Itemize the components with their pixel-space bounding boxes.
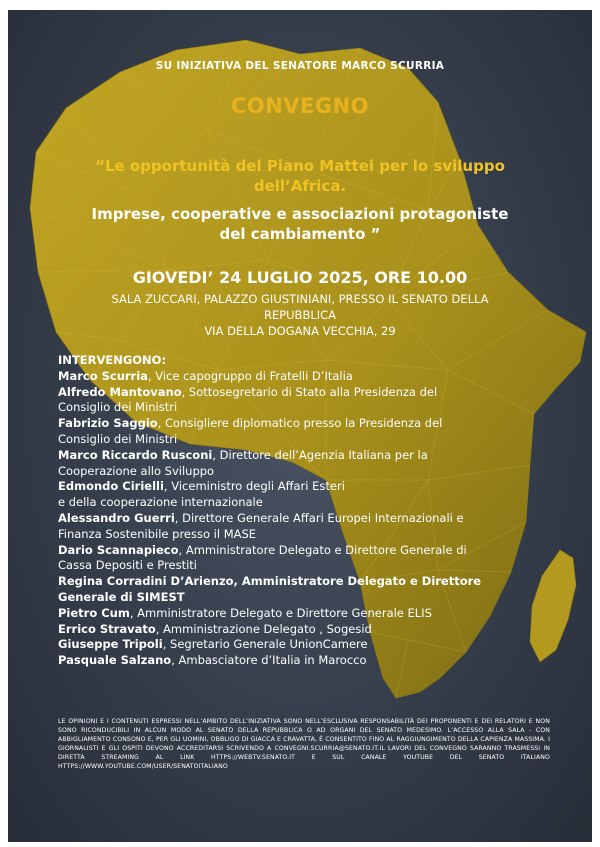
speaker-role: , Amministrazione Delegato , Sogesid: [155, 621, 372, 636]
event-type-heading: CONVEGNO: [230, 94, 370, 118]
speaker-line: [58, 637, 573, 653]
speaker-name: Fabrizio Saggio: [58, 416, 158, 431]
poster-content: [8, 10, 592, 842]
speaker-name: Marco Scurria: [58, 368, 148, 383]
speaker-line: [58, 495, 573, 511]
speaker-role: , Consigliere diplomatico presso la Presidenza del: [157, 416, 443, 431]
initiative-line: SU INIZIATIVA DEL SENATORE MARCO SCURRIA: [155, 60, 445, 72]
speaker-role: Cassa Depositi e Prestiti: [58, 558, 197, 573]
speaker-name: Marco Riccardo Rusconi: [58, 447, 213, 462]
speaker-line: [58, 527, 573, 543]
speaker-name: Giuseppe Tripoli: [58, 637, 163, 652]
venue-address: VIA DELLA DOGANA VECCHIA, 29: [204, 324, 396, 338]
speaker-role: , Amministratore Delegato e Direttore Generale di: [178, 542, 467, 557]
speaker-name: Errico Stravato: [58, 621, 156, 636]
speaker-role: Consiglio dei Ministri: [58, 400, 178, 415]
speaker-role: , Segretario Generale UnionCamere: [162, 637, 368, 652]
speaker-line: [58, 416, 573, 432]
speaker-line: [58, 606, 573, 622]
speakers-heading: INTERVENGONO:: [58, 353, 167, 367]
speaker-role: , Sottosegretario di Stato alla Presidenza del: [181, 384, 438, 399]
speakers-list: [58, 353, 573, 669]
event-subtitle-line-1: Imprese, cooperative e associazioni protagoniste: [91, 205, 509, 223]
speaker-name: Generale di SIMEST: [58, 589, 185, 604]
speaker-role: , Viceministro degli Affari Esteri: [163, 479, 345, 494]
speaker-line: [58, 590, 573, 606]
speaker-role: , Vice capogruppo di Fratelli D’Italia: [147, 368, 353, 383]
event-title-line-1: “Le opportunità del Piano Mattei per lo sviluppo: [95, 157, 505, 175]
event-title-line-2: dell’Africa.: [253, 177, 347, 195]
speaker-line: [58, 400, 573, 416]
speaker-role: Finanza Sostenibile presso il MASE: [58, 526, 257, 541]
speaker-role: Consiglio dei Ministri: [58, 431, 178, 446]
speaker-name: Alfredo Mantovano: [58, 384, 182, 399]
speaker-name: Pasquale Salzano: [58, 653, 172, 668]
event-date-time: GIOVEDI’ 24 LUGLIO 2025, ORE 10.00: [132, 268, 468, 287]
speaker-role: Cooperazione allo Sviluppo: [58, 463, 215, 478]
speaker-line: [58, 622, 573, 638]
speaker-name: Edmondo Cirielli: [58, 479, 164, 494]
speaker-line: [58, 385, 573, 401]
event-subtitle-line-2: del cambiamento ”: [219, 225, 381, 243]
speaker-line: [58, 448, 573, 464]
speaker-line: [58, 558, 573, 574]
speaker-line: [58, 653, 573, 669]
speaker-line: [58, 432, 573, 448]
speaker-role: , Amministratore Delegato e Direttore Generale ELIS: [129, 605, 432, 620]
speaker-line: [58, 464, 573, 480]
speaker-name: Regina Corradini D’Arienzo, Amministratore Delegato e Direttore: [58, 574, 482, 589]
speaker-line: [58, 479, 573, 495]
speaker-line: [58, 511, 573, 527]
speaker-line: [58, 369, 573, 385]
speaker-line: [58, 574, 573, 590]
event-poster: [8, 10, 592, 842]
speaker-line: [58, 543, 573, 559]
speaker-name: Pietro Cum: [58, 605, 130, 620]
legal-disclaimer: LE OPINIONI E I CONTENUTI ESPRESSI NELL’AMBITO DELL’INIZIATIVA SONO NELL’ESCLUSIVA RESPONSABILITÀ DEI PROPONENTI E DEI RELATORI E NON SONO RICONDUCIBILI IN ALCUN MODO AL SENATO DELLA REPUBBLICA O AD ORGANI DEL SENATO MEDESIMO. L’ACCESSO ALLA SALA - CON ABBIGLIAMENTO CONSONO E, PER GLI UOMINI, OBBLIGO DI GIACCA E CRAVATTA, È CONSENTITO FINO AL RAGGIUNGIMENTO DELLA CAPIENZA MASSIMA. I GIORNALISTI E GLI OSPITI DEVONO ACCREDITARSI SCRIVENDO A CONVEGNI.SCURRIA@SENATO.IT.IL LAVORI DEL CONVEGNO SARANNO TRASMESSI IN DIRETTA STREAMING AL LINK HTTPS://WEBTV.SENATO.IT E SUL CANALE YOUTUBE DEL SENATO ITALIANO HTTPS://WWW.YOUTUBE.COM/USER/SENATOITALIANO: [58, 718, 550, 770]
venue-line-2: REPUBBLICA: [263, 308, 337, 322]
speaker-role: , Ambasciatore d’Italia in Marocco: [171, 653, 367, 668]
speaker-name: Dario Scannapieco: [58, 542, 179, 557]
speaker-role: , Direttore Generale Affari Europei Internazionali e: [174, 510, 464, 525]
speaker-name: Alessandro Guerri: [58, 510, 175, 525]
speaker-role: e della cooperazione internazionale: [58, 495, 263, 510]
venue-line-1: SALA ZUCCARI, PALAZZO GIUSTINIANI, PRESSO IL SENATO DELLA: [111, 292, 489, 306]
speaker-role: , Direttore dell’Agenzia Italiana per la: [212, 447, 428, 462]
